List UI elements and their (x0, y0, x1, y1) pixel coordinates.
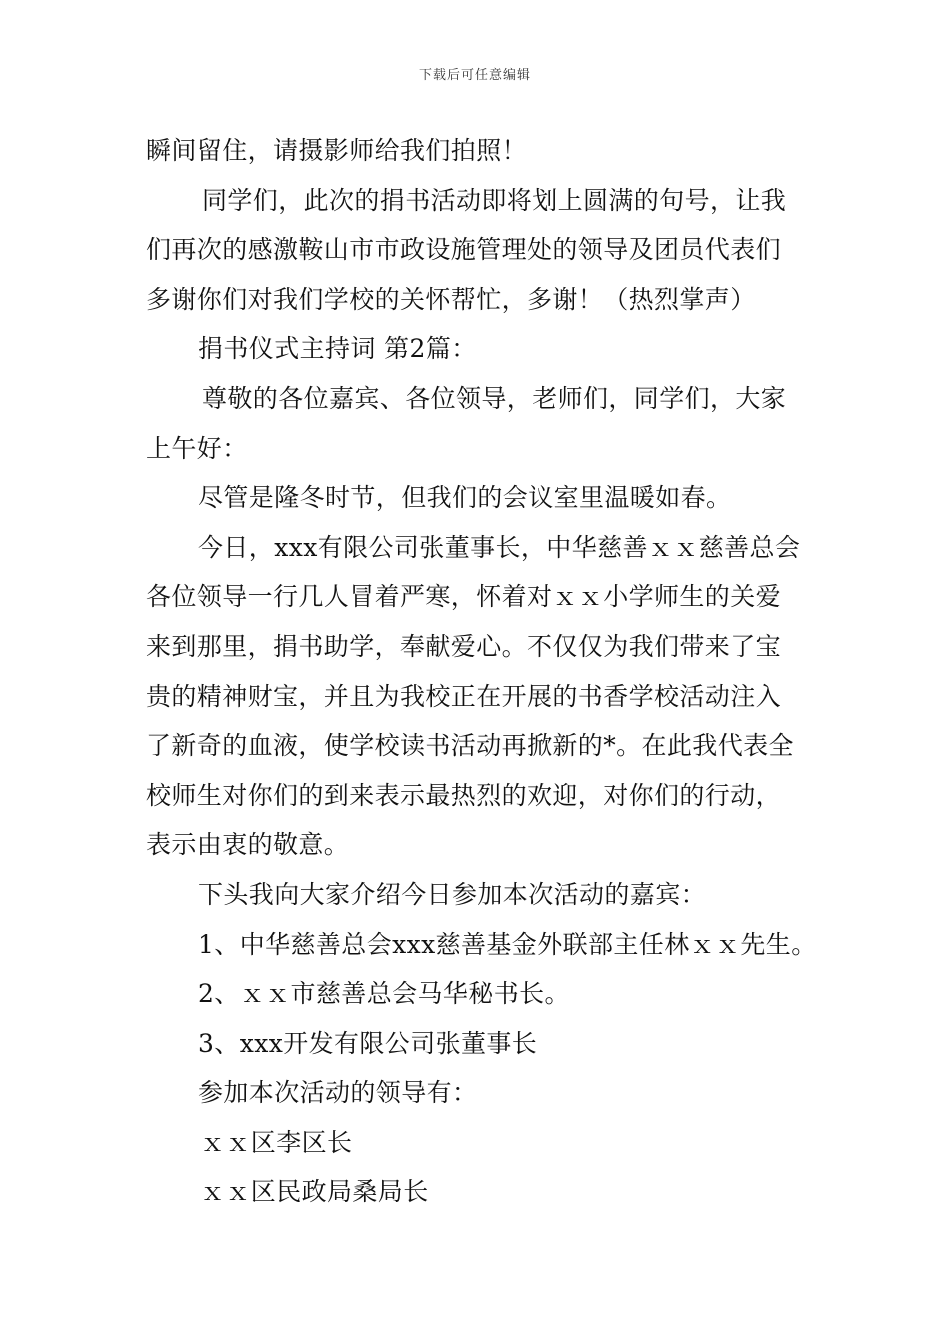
text-line: 校师生对你们的到来表示最热烈的欢迎，对你们的行动， (146, 780, 782, 810)
list-item: ｘｘ区民政局桑局长 (200, 1177, 429, 1207)
list-item: 1、中华慈善总会xxx慈善基金外联部主任林ｘｘ先生。 (198, 929, 817, 959)
list-item: ｘｘ区李区长 (200, 1127, 353, 1157)
text-line: 尊敬的各位嘉宾、各位领导，老师们，同学们，大家 (202, 383, 787, 413)
text-line: 下头我向大家介绍今日参加本次活动的嘉宾： (198, 879, 707, 909)
text-line: 了新奇的血液，使学校读书活动再掀新的*。在此我代表全 (146, 731, 794, 761)
text-line: 参加本次活动的领导有： (198, 1078, 478, 1108)
text-line: 们再次的感激鞍山市市政设施管理处的领导及团员代表们 (146, 235, 782, 265)
text-line: 瞬间留住，请摄影师给我们拍照！ (146, 136, 528, 165)
page-header: 下载后可任意编辑 (418, 68, 531, 83)
list-item: 3、xxx开发有限公司张董事长 (198, 1028, 538, 1058)
list-item: 2、ｘｘ市慈善总会马华秘书长。 (198, 979, 570, 1009)
document-body (146, 126, 816, 1217)
section-title: 捐书仪式主持词 第2篇： (198, 334, 477, 364)
text-line: 表示由衷的敬意。 (146, 830, 350, 860)
text-line: 各位领导一行几人冒着严寒，怀着对ｘｘ小学师生的关爱 (146, 582, 782, 612)
text-line: 上午好： (146, 433, 248, 463)
text-line: 今日，xxx有限公司张董事长，中华慈善ｘｘ慈善总会 (198, 532, 801, 562)
text-line: 来到那里，捐书助学，奉献爱心。不仅仅为我们带来了宝 (146, 631, 782, 661)
text-line: 贵的精神财宝，并且为我校正在开展的书香学校活动注入 (146, 681, 782, 711)
text-line: 同学们，此次的捐书活动即将划上圆满的句号，让我 (202, 185, 787, 215)
text-line: 多谢你们对我们学校的关怀帮忙，多谢！（热烈掌声） (146, 284, 756, 314)
text-line: 尽管是隆冬时节，但我们的会议室里温暖如春。 (198, 483, 732, 513)
